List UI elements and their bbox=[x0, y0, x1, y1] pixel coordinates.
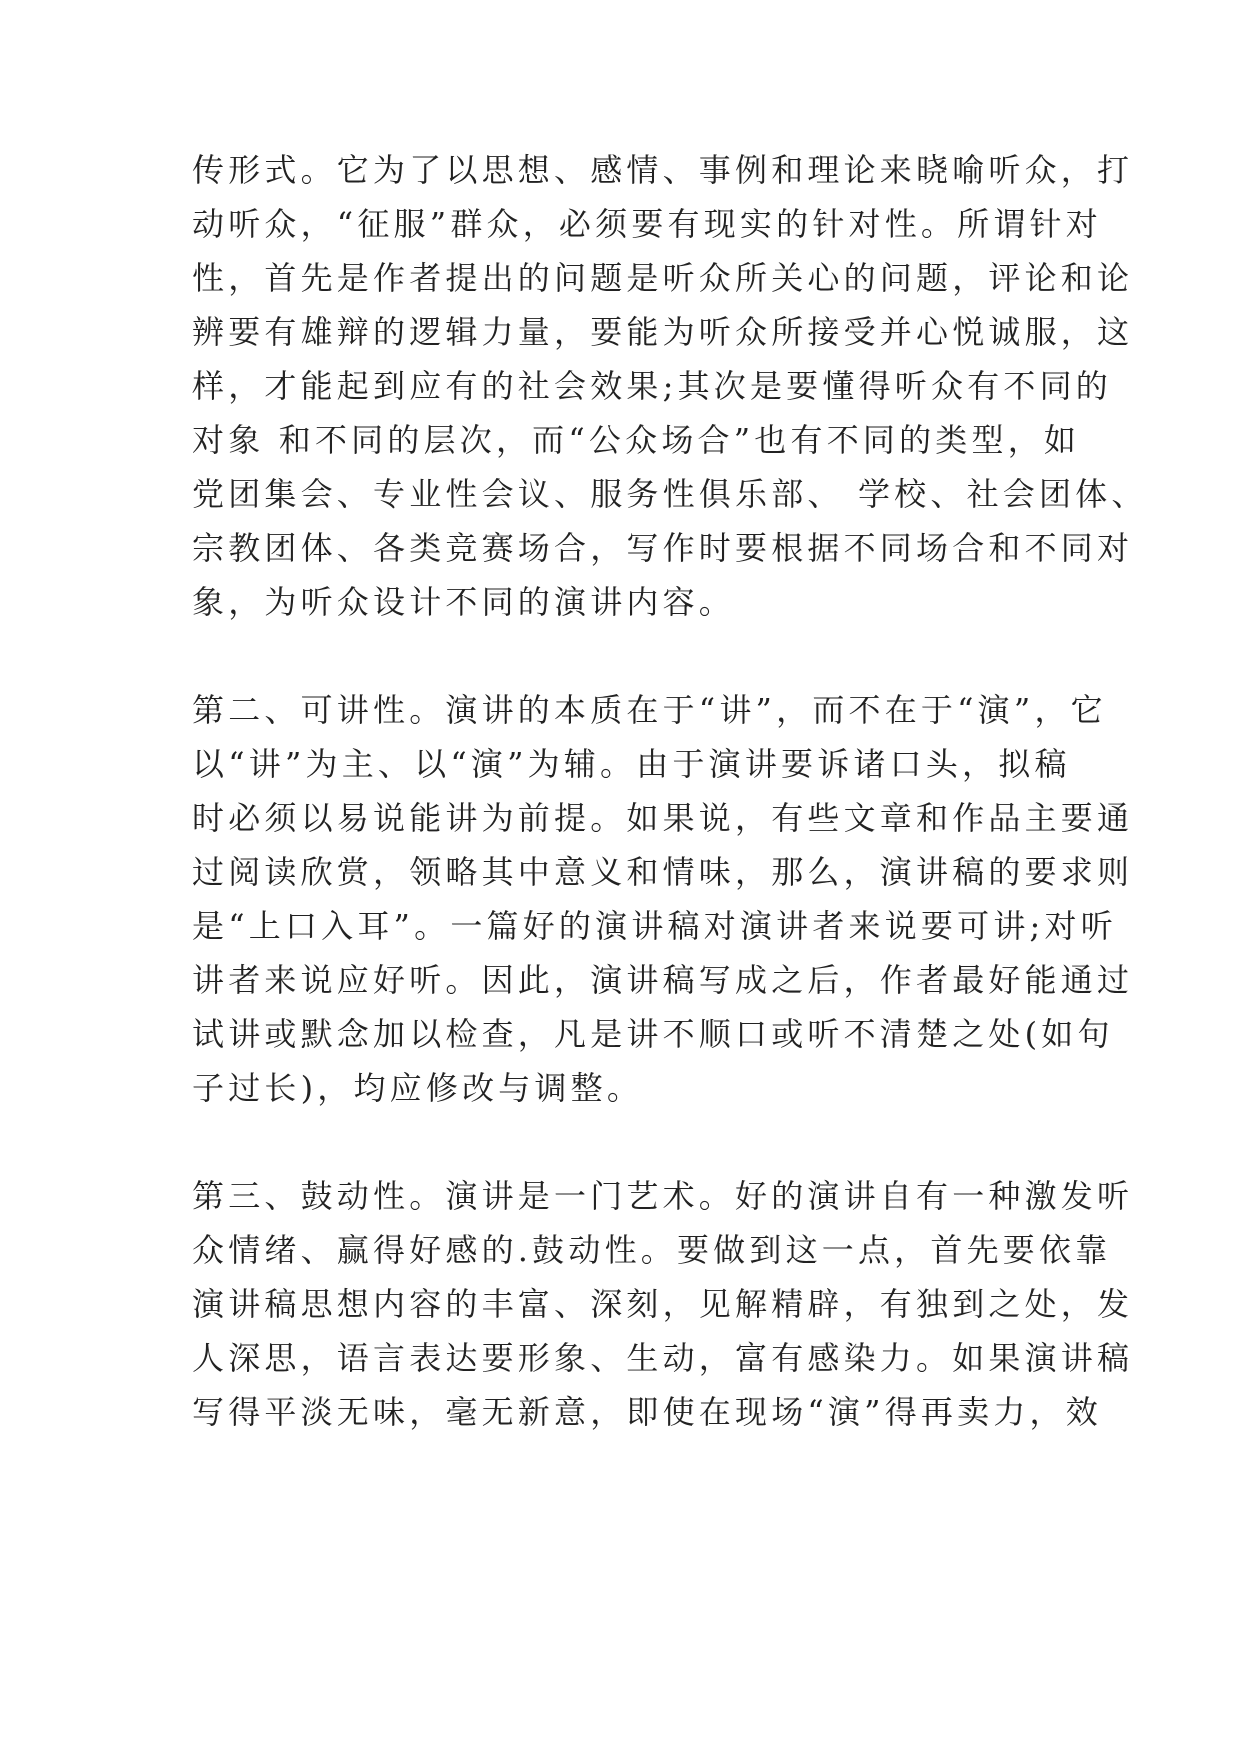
text-line: 性，首先是作者提出的问题是听众所关心的问题，评论和论 bbox=[192, 259, 1134, 297]
text-line: 传形式。它为了以思想、感情、事例和理论来晓喻听众，打 bbox=[192, 151, 1134, 189]
text-line: 第二、可讲性。演讲的本质在于“讲”，而不在于“演”，它 bbox=[192, 691, 1107, 729]
text-line: 人深思，语言表达要形象、生动，富有感染力。如果演讲稿 bbox=[192, 1339, 1134, 1377]
text-line: 以“讲”为主、以“演”为辅。由于演讲要诉诸口头，拟稿 bbox=[192, 745, 1071, 783]
text-line: 讲者来说应好听。因此，演讲稿写成之后，作者最好能通过 bbox=[192, 961, 1134, 999]
text-line: 试讲或默念加以检查，凡是讲不顺口或听不清楚之处(如句 bbox=[192, 1015, 1114, 1053]
text-line: 宗教团体、各类竞赛场合，写作时要根据不同场合和不同对 bbox=[192, 529, 1134, 567]
text-line: 第三、鼓动性。演讲是一门艺术。好的演讲自有一种激发听 bbox=[192, 1177, 1134, 1215]
text-line: 象，为听众设计不同的演讲内容。 bbox=[192, 583, 736, 621]
text-line: 众情绪、赢得好感的.鼓动性。要做到这一点，首先要依靠 bbox=[192, 1231, 1112, 1269]
text-line: 演讲稿思想内容的丰富、深刻，见解精辟，有独到之处，发 bbox=[192, 1285, 1134, 1323]
text-line: 党团集会、专业性会议、服务性俱乐部、 学校、社会团体、 bbox=[192, 475, 1148, 513]
text-line: 子过长)，均应修改与调整。 bbox=[192, 1069, 644, 1107]
text-line: 过阅读欣赏，领略其中意义和情味，那么，演讲稿的要求则 bbox=[192, 853, 1134, 891]
text-line: 是“上口入耳”。一篇好的演讲稿对演讲者来说要可讲;对听 bbox=[192, 907, 1117, 945]
text-line: 动听众，“征服”群众，必须要有现实的针对性。所谓针对 bbox=[192, 205, 1102, 243]
text-line: 对象 和不同的层次，而“公众场合”也有不同的类型，如 bbox=[192, 421, 1081, 459]
text-line: 辨要有雄辩的逻辑力量，要能为听众所接受并心悦诚服，这 bbox=[192, 313, 1134, 351]
text-line: 时必须以易说能讲为前提。如果说，有些文章和作品主要通 bbox=[192, 799, 1134, 837]
text-line: 写得平淡无味，毫无新意，即使在现场“演”得再卖力，效 bbox=[192, 1393, 1102, 1431]
text-line: 样，才能起到应有的社会效果;其次是要懂得听众有不同的 bbox=[192, 367, 1112, 405]
